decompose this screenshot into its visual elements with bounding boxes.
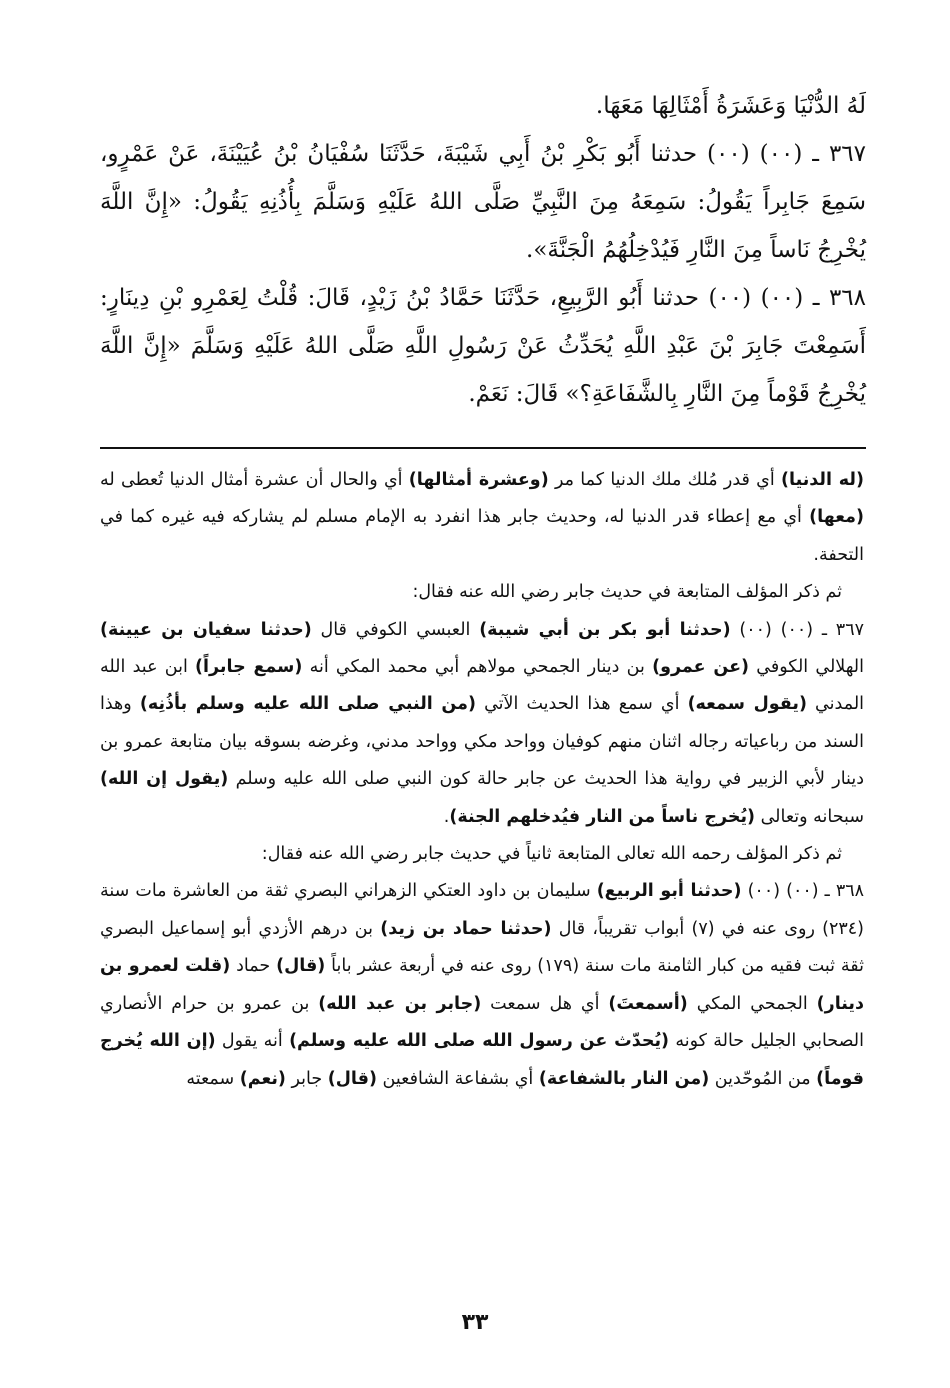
commentary-term: (سمع جابراً) bbox=[195, 657, 303, 678]
commentary-term: (يقول سمعه) bbox=[687, 694, 807, 715]
page-number: ٣٣ bbox=[461, 1310, 489, 1335]
commentary-term: (أسمعتَ) bbox=[608, 993, 688, 1014]
commentary-term: (حدثنا أبو الربيع) bbox=[596, 881, 742, 902]
commentary-text: أي مع إعطاء قدر الدنيا له، وحديث جابر هذا انفرد به الإمام مسلم لم يشاركه فيه غيره كما في التحفة. bbox=[100, 507, 864, 565]
commentary-text: ٣٦٧ ـ (٠٠) (٠٠) bbox=[730, 619, 864, 640]
commentary-text: الهلالي الكوفي bbox=[749, 657, 864, 678]
commentary-term: (معها) bbox=[809, 507, 864, 528]
commentary-text: بن درهم الأزدي أبو إسماعيل البصري ثقة ثبت فقيه من كبار الثامنة مات سنة (١٧٩) روى عنه في أربعة عشر باباً bbox=[100, 918, 865, 977]
hadith-367: ٣٦٧ ـ (٠٠) (٠٠) حدثنا أَبُو بَكْرِ بْنُ أَبِي شَيْبَةَ، حَدَّثَنَا سُفْيَانُ بْنُ عُيَيْنَةَ، عَنْ عَمْرٍو، سَمِعَ جَابِراً يَقُولُ: سَمِعَهُ مِنَ النَّبِيِّ صَلَّى اللهُ عَلَيْهِ وَسَلَّمَ بِأُذُنِهِ يَقُولُ: «إِنَّ اللَّهَ يُخْرِجُ نَاساً مِنَ النَّارِ فَيُدْخِلُهُمُ الْجَنَّةَ». bbox=[100, 141, 866, 263]
commentary-text: أي قدر مُلك ملك الدنيا كما مر bbox=[548, 470, 781, 490]
commentary-text: ٣٦٨ ـ (٠٠) (٠٠) bbox=[741, 881, 865, 902]
commentary-term: (يقول إن الله) bbox=[100, 769, 229, 790]
commentary-term: (يُخرج ناساً من النار فيُدخلهم الجنة) bbox=[449, 806, 756, 827]
commentary-term: (قال) bbox=[327, 1068, 377, 1089]
separator-line bbox=[100, 447, 866, 449]
commentary-text: جابر bbox=[285, 1068, 328, 1089]
commentary-text: أنه يقول bbox=[215, 1031, 290, 1052]
commentary-text: . bbox=[443, 806, 450, 827]
commentary-term: (من النار بالشفاعة) bbox=[538, 1068, 710, 1089]
commentary-term: (من النبي صلى الله عليه وسلم بأذُنِه) bbox=[139, 694, 476, 715]
commentary-term: (حدثنا سفيان بن عيينة) bbox=[100, 619, 312, 640]
commentary-text: سبحانه وتعالى bbox=[755, 806, 864, 827]
commentary-text: العبسي الكوفي قال bbox=[311, 619, 480, 640]
hadith-368: ٣٦٨ ـ (٠٠) (٠٠) حدثنا أَبُو الرَّبِيعِ، حَدَّثَنَا حَمَّادُ بْنُ زَيْدٍ، قَالَ: قُلْتُ لِعَمْرِو بْنِ دِينَارٍ: أَسَمِعْتَ جَابِرَ بْنَ عَبْدِ اللَّهِ يُحَدِّثُ عَنْ رَسُولِ اللَّهِ صَلَّى اللهُ عَلَيْهِ وَسَلَّمَ «إِنَّ اللَّهَ يُخْرِجُ قَوْماً مِنَ النَّارِ بِالشَّفَاعَةِ؟» قَالَ: نَعَمْ. bbox=[100, 285, 866, 407]
commentary-term: (يُحدّث عن رسول الله صلى الله عليه وسلم) bbox=[289, 1031, 670, 1052]
commentary-term: (قلت لعمرو بن دينار) bbox=[100, 956, 864, 1014]
commentary-paragraph-4: ثم ذكر المؤلف رحمه الله تعالى المتابعة ثانياً في حديث جابر رضي الله عنه فقال: bbox=[261, 844, 842, 865]
commentary-text: الجمحي المكي bbox=[687, 993, 817, 1014]
commentary-term: (عن عمرو) bbox=[652, 657, 750, 678]
commentary-text: حماد bbox=[230, 956, 277, 977]
hadith-intro-line: لَهُ الدُّنْيَا وَعَشَرَةُ أَمْثَالِهَا مَعَهَا. bbox=[595, 93, 866, 119]
commentary-text: أي هل سمعت bbox=[481, 993, 609, 1014]
commentary-text: من المُوحّدين bbox=[709, 1068, 817, 1089]
commentary-paragraph-2: ثم ذكر المؤلف المتابعة في حديث جابر رضي الله عنه فقال: bbox=[412, 582, 842, 603]
commentary-term: (وعشرة أمثالها) bbox=[408, 470, 549, 490]
commentary-text: وهذا السند من رباعياته رجاله اثنان منهم كوفيان وواحد مكي وواحد مدني، وغرضه بسوقه بيان متابعة عمرو بن دينار لأبي الزبير في رواية هذا الحديث عن جابر حالة كون النبي صلى الله عليه وسلم bbox=[100, 694, 864, 790]
commentary-term: (حدثنا أبو بكر بن أبي شيبة) bbox=[479, 619, 731, 640]
commentary-term: (حدثنا حماد بن زيد) bbox=[380, 918, 552, 939]
hadith-text-block bbox=[100, 82, 866, 418]
commentary-text: أي والحال أن عشرة أمثال الدنيا تُعطى له bbox=[100, 470, 409, 490]
commentary-text: أي سمع هذا الحديث الآتي bbox=[475, 694, 688, 715]
commentary-paragraph-5 bbox=[100, 873, 864, 1097]
commentary-text: بن دينار الجمحي مولاهم أبي محمد المكي أنه bbox=[302, 657, 653, 678]
commentary-text: ابن عبد الله المدني bbox=[100, 657, 865, 715]
commentary-term: (جابر بن عبد الله) bbox=[318, 993, 482, 1014]
commentary-term: (قال) bbox=[276, 956, 326, 977]
commentary-paragraph-3 bbox=[100, 612, 864, 836]
commentary-term: (له الدنيا) bbox=[781, 470, 864, 490]
commentary-text: أي بشفاعة الشافعين bbox=[376, 1068, 539, 1089]
commentary-paragraph-1 bbox=[100, 462, 864, 574]
commentary-text: بن عمرو بن حرام الأنصاري الصحابي الجليل حالة كونه bbox=[100, 993, 864, 1052]
commentary-text: سمعته bbox=[186, 1068, 240, 1089]
commentary-block bbox=[100, 462, 864, 1098]
commentary-term: (نعم) bbox=[239, 1068, 286, 1089]
commentary-text: سليمان بن داود العتكي الزهراني البصري ثقة من العاشرة مات سنة (٢٣٤) روى عنه في (٧) أبواب تقريباً، قال bbox=[100, 881, 864, 939]
commentary-term: (إن الله يُخرج قوماً) bbox=[100, 1031, 864, 1089]
